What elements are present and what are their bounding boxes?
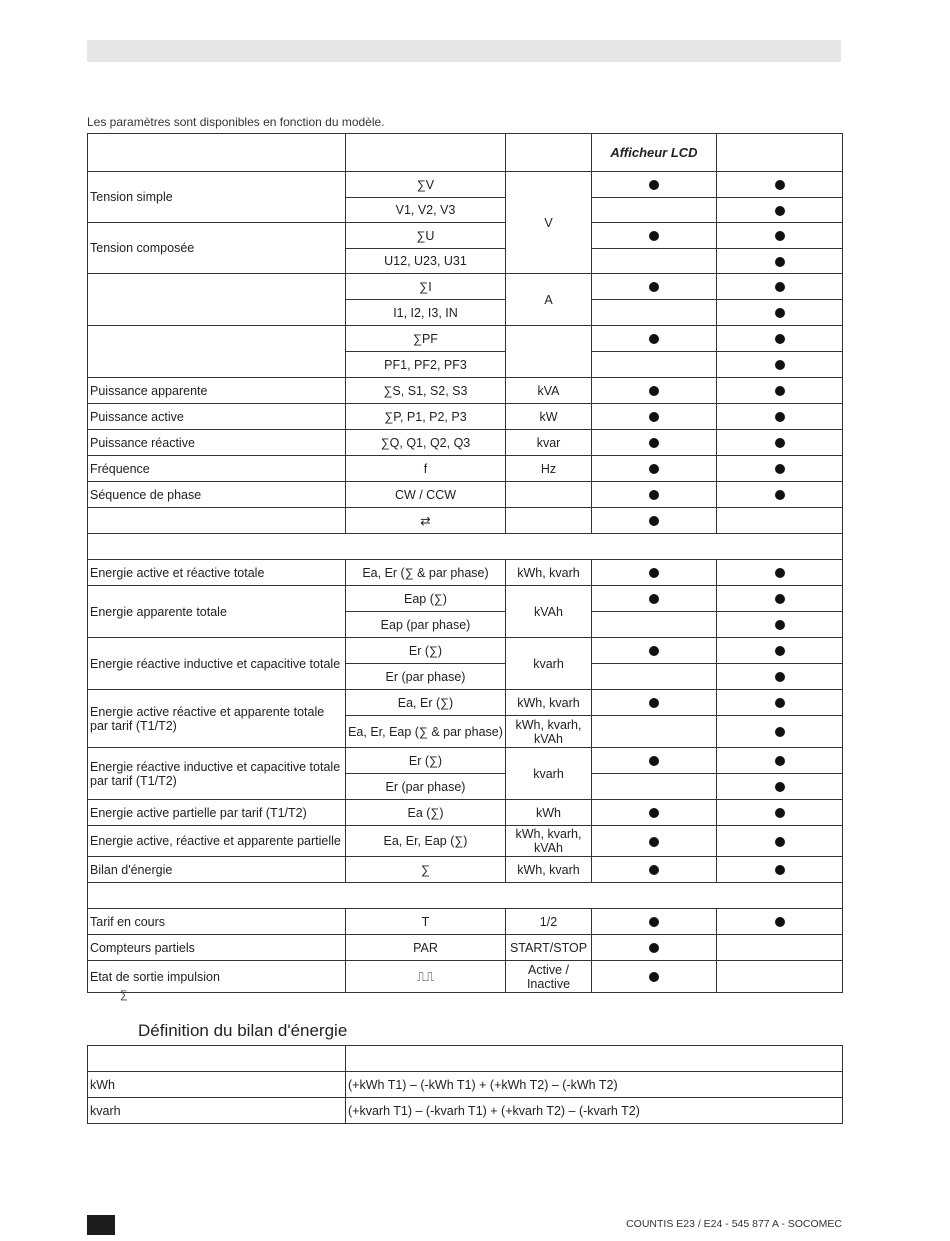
availability-dot <box>649 568 659 578</box>
param-unit: kvarh <box>506 748 592 800</box>
param-unit: kvarh <box>506 638 592 690</box>
param-unit <box>506 482 592 508</box>
table-row <box>88 404 843 430</box>
param-unit: kWh, kvarh <box>506 857 592 883</box>
table-header-row <box>88 134 843 172</box>
availability-dot <box>775 257 785 267</box>
pulse-icon: ⎍⎍ <box>346 961 506 993</box>
table-row <box>88 826 843 857</box>
param-symbol: ∑Q, Q1, Q2, Q3 <box>346 430 506 456</box>
param-unit: kVAh <box>506 586 592 638</box>
table-row <box>88 909 843 935</box>
availability-dot <box>775 646 785 656</box>
parameters-table <box>87 133 843 993</box>
table-row <box>88 961 843 993</box>
header-cell <box>88 134 346 172</box>
table-row <box>88 430 843 456</box>
section-row <box>88 883 843 909</box>
availability-dot <box>649 594 659 604</box>
availability-dot <box>649 837 659 847</box>
param-label: Energie active partielle par tarif (T1/T2) <box>88 800 346 826</box>
param-label: Puissance apparente <box>88 378 346 404</box>
param-symbol: Ea, Er, Eap (∑) <box>346 826 506 857</box>
param-unit: Active / Inactive <box>506 961 592 993</box>
table-row <box>88 690 843 716</box>
param-label: Puissance active <box>88 404 346 430</box>
availability-dot <box>775 672 785 682</box>
param-symbol: ∑I <box>346 274 506 300</box>
availability-dot <box>649 516 659 526</box>
param-symbol: Er (par phase) <box>346 774 506 800</box>
availability-dot <box>775 180 785 190</box>
availability-dot <box>775 438 785 448</box>
param-label: Energie réactive inductive et capacitive totale par tarif (T1/T2) <box>88 748 346 800</box>
availability-dot <box>775 917 785 927</box>
param-label: Energie apparente totale <box>88 586 346 638</box>
availability-dot <box>775 727 785 737</box>
param-label: Puissance réactive <box>88 430 346 456</box>
availability-dot <box>649 972 659 982</box>
header-lcd: Afficheur LCD <box>592 134 717 172</box>
param-label: Tension simple <box>88 172 346 223</box>
param-unit: kWh, kvarh <box>506 690 592 716</box>
availability-dot <box>775 808 785 818</box>
section-row <box>88 534 843 560</box>
availability-dot <box>649 438 659 448</box>
param-label: Compteurs partiels <box>88 935 346 961</box>
param-unit: V <box>506 172 592 274</box>
table-row <box>88 274 843 300</box>
table-row <box>88 508 843 534</box>
availability-dot <box>649 490 659 500</box>
footnote-sigma: ∑ <box>120 989 128 1001</box>
header-cell <box>506 134 592 172</box>
availability-dot <box>775 464 785 474</box>
param-unit: kWh <box>506 800 592 826</box>
header-bar <box>87 40 841 62</box>
availability-dot <box>649 282 659 292</box>
table-row <box>88 223 843 249</box>
param-unit: A <box>506 274 592 326</box>
header-cell <box>346 134 506 172</box>
availability-dot <box>775 568 785 578</box>
param-symbol: PAR <box>346 935 506 961</box>
intro-text: Les paramètres sont disponibles en fonction du modèle. <box>87 115 385 129</box>
param-symbol: ∑P, P1, P2, P3 <box>346 404 506 430</box>
availability-dot <box>775 594 785 604</box>
param-unit: kWh, kvarh, kVAh <box>506 826 592 857</box>
param-unit: Hz <box>506 456 592 482</box>
availability-dot <box>775 620 785 630</box>
availability-dot <box>775 282 785 292</box>
param-unit: kvar <box>506 430 592 456</box>
param-label: Energie active et réactive totale <box>88 560 346 586</box>
param-symbol: Er (par phase) <box>346 664 506 690</box>
param-symbol: ∑ <box>346 857 506 883</box>
param-label: Fréquence <box>88 456 346 482</box>
availability-dot <box>775 412 785 422</box>
param-symbol: f <box>346 456 506 482</box>
table-row <box>88 560 843 586</box>
availability-dot <box>775 360 785 370</box>
table-row <box>88 378 843 404</box>
param-label: Bilan d'énergie <box>88 857 346 883</box>
availability-dot <box>649 808 659 818</box>
availability-dot <box>775 865 785 875</box>
availability-dot <box>775 206 785 216</box>
availability-dot <box>649 464 659 474</box>
table-header-row <box>88 1046 843 1072</box>
availability-dot <box>775 698 785 708</box>
param-label: Tarif en cours <box>88 909 346 935</box>
availability-dot <box>649 180 659 190</box>
param-symbol: PF1, PF2, PF3 <box>346 352 506 378</box>
footer-text: COUNTIS E23 / E24 - 545 877 A - SOCOMEC <box>626 1218 842 1230</box>
header-cell <box>717 134 843 172</box>
availability-dot <box>775 308 785 318</box>
param-symbol: V1, V2, V3 <box>346 198 506 223</box>
param-symbol: Eap (∑) <box>346 586 506 612</box>
availability-dot <box>649 943 659 953</box>
param-label: Tension composée <box>88 223 346 274</box>
param-unit: kWh, kvarh, kVAh <box>506 716 592 748</box>
param-symbol: U12, U23, U31 <box>346 249 506 274</box>
param-symbol: Ea, Er (∑ & par phase) <box>346 560 506 586</box>
table-row <box>88 326 843 352</box>
param-symbol: ∑V <box>346 172 506 198</box>
table-row <box>88 857 843 883</box>
table-row <box>88 456 843 482</box>
param-symbol: ∑PF <box>346 326 506 352</box>
param-unit: kVA <box>506 378 592 404</box>
table-row <box>88 482 843 508</box>
table-row <box>88 586 843 612</box>
availability-dot <box>649 917 659 927</box>
table-row <box>88 800 843 826</box>
param-symbol: Ea, Er (∑) <box>346 690 506 716</box>
availability-dot <box>649 386 659 396</box>
header-cell <box>346 1046 843 1072</box>
availability-dot <box>649 646 659 656</box>
availability-dot <box>775 490 785 500</box>
balance-formula: (+kWh T1) – (-kWh T1) + (+kWh T2) – (-kWh T2) <box>346 1072 843 1098</box>
table-row <box>88 1098 843 1124</box>
table-row <box>88 748 843 774</box>
availability-dot <box>649 865 659 875</box>
param-unit: kW <box>506 404 592 430</box>
param-symbol: Er (∑) <box>346 748 506 774</box>
availability-dot <box>649 231 659 241</box>
energy-balance-table <box>87 1045 843 1124</box>
param-symbol: CW / CCW <box>346 482 506 508</box>
section-title: Définition du bilan d'énergie <box>138 1021 348 1040</box>
availability-dot <box>775 334 785 344</box>
availability-dot <box>649 698 659 708</box>
table-row <box>88 638 843 664</box>
param-label: Energie active réactive et apparente totale par tarif (T1/T2) <box>88 690 346 748</box>
exchange-icon: ⇄ <box>346 508 506 534</box>
param-label: Séquence de phase <box>88 482 346 508</box>
availability-dot <box>775 386 785 396</box>
param-symbol: ∑U <box>346 223 506 249</box>
param-label: Energie active, réactive et apparente partielle <box>88 826 346 857</box>
param-label <box>88 326 346 378</box>
availability-dot <box>775 837 785 847</box>
param-symbol: Eap (par phase) <box>346 612 506 638</box>
param-label <box>88 508 346 534</box>
table-row <box>88 172 843 198</box>
param-symbol: Ea, Er, Eap (∑ & par phase) <box>346 716 506 748</box>
param-unit: kWh, kvarh <box>506 560 592 586</box>
page-marker <box>87 1215 115 1235</box>
header-cell <box>88 1046 346 1072</box>
table-row <box>88 1072 843 1098</box>
balance-unit: kvarh <box>88 1098 346 1124</box>
param-label: Energie réactive inductive et capacitive totale <box>88 638 346 690</box>
availability-dot <box>649 412 659 422</box>
param-symbol: I1, I2, I3, IN <box>346 300 506 326</box>
table-row <box>88 935 843 961</box>
param-symbol: Er (∑) <box>346 638 506 664</box>
param-symbol: ∑S, S1, S2, S3 <box>346 378 506 404</box>
availability-dot <box>775 782 785 792</box>
availability-dot <box>775 756 785 766</box>
balance-formula: (+kvarh T1) – (-kvarh T1) + (+kvarh T2) – (-kvarh T2) <box>346 1098 843 1124</box>
balance-unit: kWh <box>88 1072 346 1098</box>
param-unit <box>506 326 592 378</box>
availability-dot <box>649 334 659 344</box>
param-label: Etat de sortie impulsion <box>88 961 346 993</box>
param-unit: START/STOP <box>506 935 592 961</box>
param-symbol: Ea (∑) <box>346 800 506 826</box>
availability-dot <box>775 231 785 241</box>
param-label <box>88 274 346 326</box>
availability-dot <box>649 756 659 766</box>
param-unit: 1/2 <box>506 909 592 935</box>
param-symbol: T <box>346 909 506 935</box>
